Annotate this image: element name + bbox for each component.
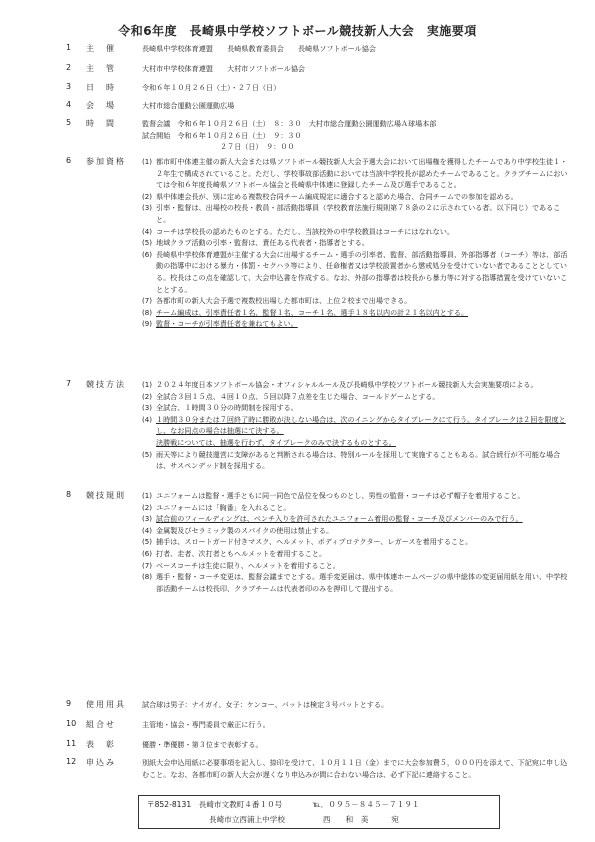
section-number: 11 xyxy=(66,739,77,748)
item-marker: (4) xyxy=(142,226,153,236)
item-marker: (2) xyxy=(142,502,153,512)
numbered-item xyxy=(142,307,572,319)
item-text: 全試合３回１５点、４回１０点、５回以降７点差を生じた場合、コールドゲームとする。 xyxy=(156,391,440,401)
item-text: コーチは学校長の認めたものとする。ただし、当該校外の中学校教員はコーチにはなれない。 xyxy=(156,226,454,236)
item-marker: (2) xyxy=(142,191,153,201)
section-number: 3 xyxy=(66,82,72,91)
item-text: １時間３０分または７回終了時に勝敗が決しない場合は、次のイニングからタイブレークにて行う。タイブレークは２回を限度とし、なお同点の場合は抽選にて決する。 xyxy=(156,414,566,436)
section-label: 競技規則 xyxy=(86,491,126,500)
item-marker: (5) xyxy=(142,449,153,459)
section-label: 主 催 xyxy=(86,44,116,53)
section-label: 使用用具 xyxy=(86,700,126,709)
section-label: 会 場 xyxy=(86,101,116,110)
numbered-item xyxy=(142,490,572,502)
section-number: 5 xyxy=(66,118,72,127)
item-marker: (3) xyxy=(142,514,153,524)
item-marker: (2) xyxy=(142,391,153,401)
section-number: 2 xyxy=(66,63,72,72)
item-text: 金属製及びセラミック製のスパイクの使用は禁止する。 xyxy=(156,525,334,535)
item-text: 選手・監督・コーチ変更は、監督会議までとする。選手変更届は、県中体連ホームページの県中総体の変更届用紙を用い、中学校部活動チームは校長印、クラブチームは代表者印のみを押印して提出する。 xyxy=(156,572,568,593)
item-list xyxy=(142,490,572,594)
item-marker: (8) xyxy=(142,307,153,317)
item-text: ユニフォームは監督・選手ともに同一同色で品位を保つものとし、男性の監督・コーチは必ず帽子を着用すること。 xyxy=(156,491,525,500)
section-text: 長崎県中学校体育連盟 長崎県教育委員会 長崎県ソフトボール協会 xyxy=(142,44,376,53)
numbered-item xyxy=(142,202,572,225)
item-text: ユニフォームには「胸番」を入れること。 xyxy=(156,502,291,512)
item-text: 捕手は、スロートガード付きマスク、ヘルメット、ボディプロテクター、レガースを着用すること。 xyxy=(156,537,473,547)
schedule-lines xyxy=(142,118,572,153)
item-text: 各都市町の新人大会予選で複数校出場した都市町は、上位２校まで出場できる。 xyxy=(156,296,412,306)
item-text: 打者、走者、次打者ともヘルメットを着用すること。 xyxy=(156,548,327,558)
numbered-item xyxy=(142,391,572,403)
numbered-item xyxy=(142,414,572,437)
item-text: 都市町中体連主催の新人大会または県ソフトボール競技新人大会予選大会において出場権を獲得したチームであり中学校生徒１・２年生で構成されていること。ただし、学校事故部活動においては当該中学校長が認めたチームであること。クラブチームにおいては令和６年度長崎県ソフトボール協会と長崎県中体連に登録したチーム及び選手であること。 xyxy=(156,157,568,190)
section-label: 表 彰 xyxy=(86,740,116,749)
numbered-item xyxy=(142,525,572,537)
item-marker: (1) xyxy=(142,157,153,166)
section-label: 時 間 xyxy=(86,119,116,128)
numbered-item xyxy=(142,437,572,449)
item-marker: (3) xyxy=(142,403,153,413)
section-number: 10 xyxy=(66,719,77,728)
item-marker: (1) xyxy=(142,380,153,389)
numbered-item xyxy=(142,548,572,560)
item-marker: (5) xyxy=(142,537,153,547)
numbered-item xyxy=(142,191,572,203)
schedule-line: 監督会議 令和６年１０月２６日（土） ８：３０ 大村市総合運動公園運動広場Ａ球場本部 xyxy=(142,119,437,128)
section-text: 大村市中学校体育連盟 大村市ソフトボール協会 xyxy=(142,64,306,73)
section-number: 12 xyxy=(66,757,77,766)
item-text: 引率・監督は、出場校の校長・教員・部活動指導員（学校教育法施行規則第７８条の２に示されている者。以下同じ）であること。 xyxy=(156,203,561,224)
item-list xyxy=(142,156,572,330)
numbered-item xyxy=(142,571,572,594)
section-text: 大村市総合運動公園運動広場 xyxy=(142,101,235,110)
section-number: 1 xyxy=(66,43,72,52)
item-marker: (1) xyxy=(142,491,153,500)
numbered-item xyxy=(142,156,572,191)
section-text: 優勝・準優勝・第３位まで表彰する。 xyxy=(142,740,263,749)
item-marker: (4) xyxy=(142,414,153,424)
section-number: 6 xyxy=(66,156,72,165)
item-text: 県中体連会長が、別に定める複数校合同チーム編成規定に適合すると認めた場合、合同チームでの参加を認める。 xyxy=(156,191,518,201)
schedule-line: ２７日（日） ９：００ xyxy=(142,142,295,152)
section-label: 組合せ xyxy=(86,720,116,729)
contact-box xyxy=(138,795,500,829)
section-label: 申込み xyxy=(86,758,116,767)
numbered-item xyxy=(142,318,572,330)
item-text: 地域クラブ活動の引率・監督は、責任ある代表者・指導者とする。 xyxy=(156,238,369,248)
section-number: 4 xyxy=(66,100,72,109)
contact-address-phone: 〒852-8131 長崎市文教町４番１０号 ℡．０９５－８４５－７１９１ xyxy=(147,800,420,809)
item-text: 雨天等により競技運営に支障があると判断される場合は、特別ルールを採用して実施することもある。試合続行が不可能な場合は、サスペンデッド制を採用する。 xyxy=(156,449,561,471)
item-list xyxy=(142,379,572,472)
section-text: 主管地・協会・専門委員で厳正に行う。 xyxy=(142,720,270,729)
page-title: 令和6年度 長崎県中学校ソフトボール競技新人大会 実施要項 xyxy=(118,24,477,38)
item-marker: (3) xyxy=(142,203,153,213)
section-label: 日 時 xyxy=(86,83,116,92)
numbered-item xyxy=(142,502,572,514)
item-text: ベースコーチは生徒に限り、ヘルメットを着用すること。 xyxy=(156,560,340,570)
item-marker: (7) xyxy=(142,296,153,306)
section-label: 主 管 xyxy=(86,64,116,73)
item-text: 決勝戦については、抽選を行わず、タイブレークのみで決するものとする。 xyxy=(156,437,396,447)
numbered-item xyxy=(142,295,572,307)
schedule-line: 試合開始 令和６年１０月２６日（土） ９：３０ xyxy=(142,130,302,140)
item-text: チーム編成は、引率責任者１名、監督１名、コーチ１名、選手１８名以内の計２１名以内とする。 xyxy=(156,307,469,317)
section-text: 別紙大会申込用紙に必要事項を記入し、捺印を受けて、１０月１１日（金）までに大会参加費５，０００円を添えて、下記宛に申し込むこと。なお、各都市町の新人大会が遅くなり申込みが間に合わない場合は、必ず下記に連絡すること。 xyxy=(142,758,568,779)
item-marker xyxy=(142,437,156,449)
section-number: 7 xyxy=(66,379,72,388)
item-marker: (6) xyxy=(142,249,153,259)
numbered-item xyxy=(142,513,572,525)
numbered-item xyxy=(142,237,572,249)
section-number: 8 xyxy=(66,490,72,499)
item-marker: (5) xyxy=(142,238,153,248)
numbered-item xyxy=(142,560,572,572)
section-label: 参加資格 xyxy=(86,157,126,166)
section-number: 9 xyxy=(66,699,72,708)
numbered-item xyxy=(142,536,572,548)
section-text: 試合球は男子：ナイガイ、女子：ケンコー、バットは検定３号バットとする。 xyxy=(142,700,389,709)
section-text: 令和６年１０月２６日（土）・２７日（日） xyxy=(142,83,281,92)
numbered-item xyxy=(142,449,572,472)
numbered-item xyxy=(142,226,572,238)
item-marker: (7) xyxy=(142,560,153,570)
contact-school-recipient: 長崎市立西浦上中学校 西 和 美 宛 xyxy=(209,815,399,824)
item-text: 長崎県中学校体育連盟が主催する大会に出場するチーム・選手の引率者、監督、部活動指導員、外部指導者（コーチ）等は、部活動の指導中における暴力・体罰・セクハラ等により、任命権者又は学校設置者から懲戒処分を受けていない者であることとしている。校長はこの点を確認して、大会申込書を作成する。なお、外部の指導者は校長から暴力等に対する指導措置を受けていないこととする。 xyxy=(156,249,568,294)
item-marker: (6) xyxy=(142,548,153,558)
item-text: 全試合、１時間３０分の時間制を採用する。 xyxy=(156,403,298,413)
numbered-item xyxy=(142,379,572,391)
item-marker: (8) xyxy=(142,572,153,582)
numbered-item xyxy=(142,249,572,295)
item-text: 監督・コーチが引率責任者を兼ねてもよい。 xyxy=(156,319,298,329)
numbered-item xyxy=(142,402,572,414)
item-text: ２０２４年度日本ソフトボール協会・オフィシャルルール及び長崎県中学校ソフトボール競技新人大会実施要項による。 xyxy=(156,380,538,389)
item-marker: (4) xyxy=(142,525,153,535)
item-text: 試合前のフィールディングは、ベンチ入りを許可されたユニフォーム着用の監督・コーチ及びメンバーのみで行う。 xyxy=(156,514,523,524)
item-marker: (9) xyxy=(142,319,153,329)
section-label: 競技方法 xyxy=(86,380,126,389)
